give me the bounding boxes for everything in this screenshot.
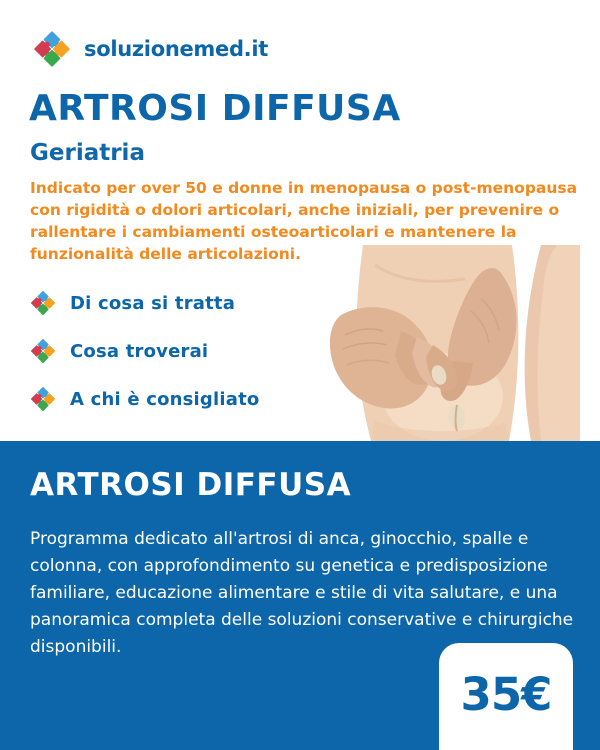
category-subtitle: Geriatria [30,140,145,166]
hero-description: Indicato per over 50 e donne in menopausa o post-menopausa con rigidità o dolori articolari, anche iniziali, per prevenire o rallentare i cambiamenti osteoarticolari e mantenere la funzionalità delle articolazioni. [30,179,578,263]
detail-title: ARTROSI DIFFUSA [30,467,352,503]
price-card [439,643,573,750]
knee-photo-illustration [305,245,580,441]
brand-logo-link[interactable] [30,27,268,71]
link-di-cosa-si-tratta[interactable] [28,288,259,318]
link-label: Cosa troverai [70,340,209,362]
section-links [28,288,259,432]
knee-pain-photo [305,245,580,441]
page-title: ARTROSI DIFFUSA [29,88,401,129]
puzzle-bullet-icon [28,288,58,318]
link-label: A chi è consigliato [70,388,260,410]
link-cosa-troverai[interactable] [28,336,259,366]
detail-description: Programma dedicato all'artrosi di anca, ginocchio, spalle e colonna, con approfondimento su genetica e predisposizione familiare, educazione alimentare e stile di vita salutare, e una panoramica completa delle soluzioni conservative e chirurgiche disponibili. [30,529,574,657]
link-a-chi-e-consigliato[interactable] [28,384,259,414]
puzzle-logo-icon [30,27,74,71]
detail-section [0,441,600,750]
brand-name: soluzionemed.it [84,37,268,61]
link-label: Di cosa si tratta [70,292,236,314]
puzzle-bullet-icon [28,336,58,366]
price-value: 35€ [460,668,552,721]
puzzle-bullet-icon [28,384,58,414]
